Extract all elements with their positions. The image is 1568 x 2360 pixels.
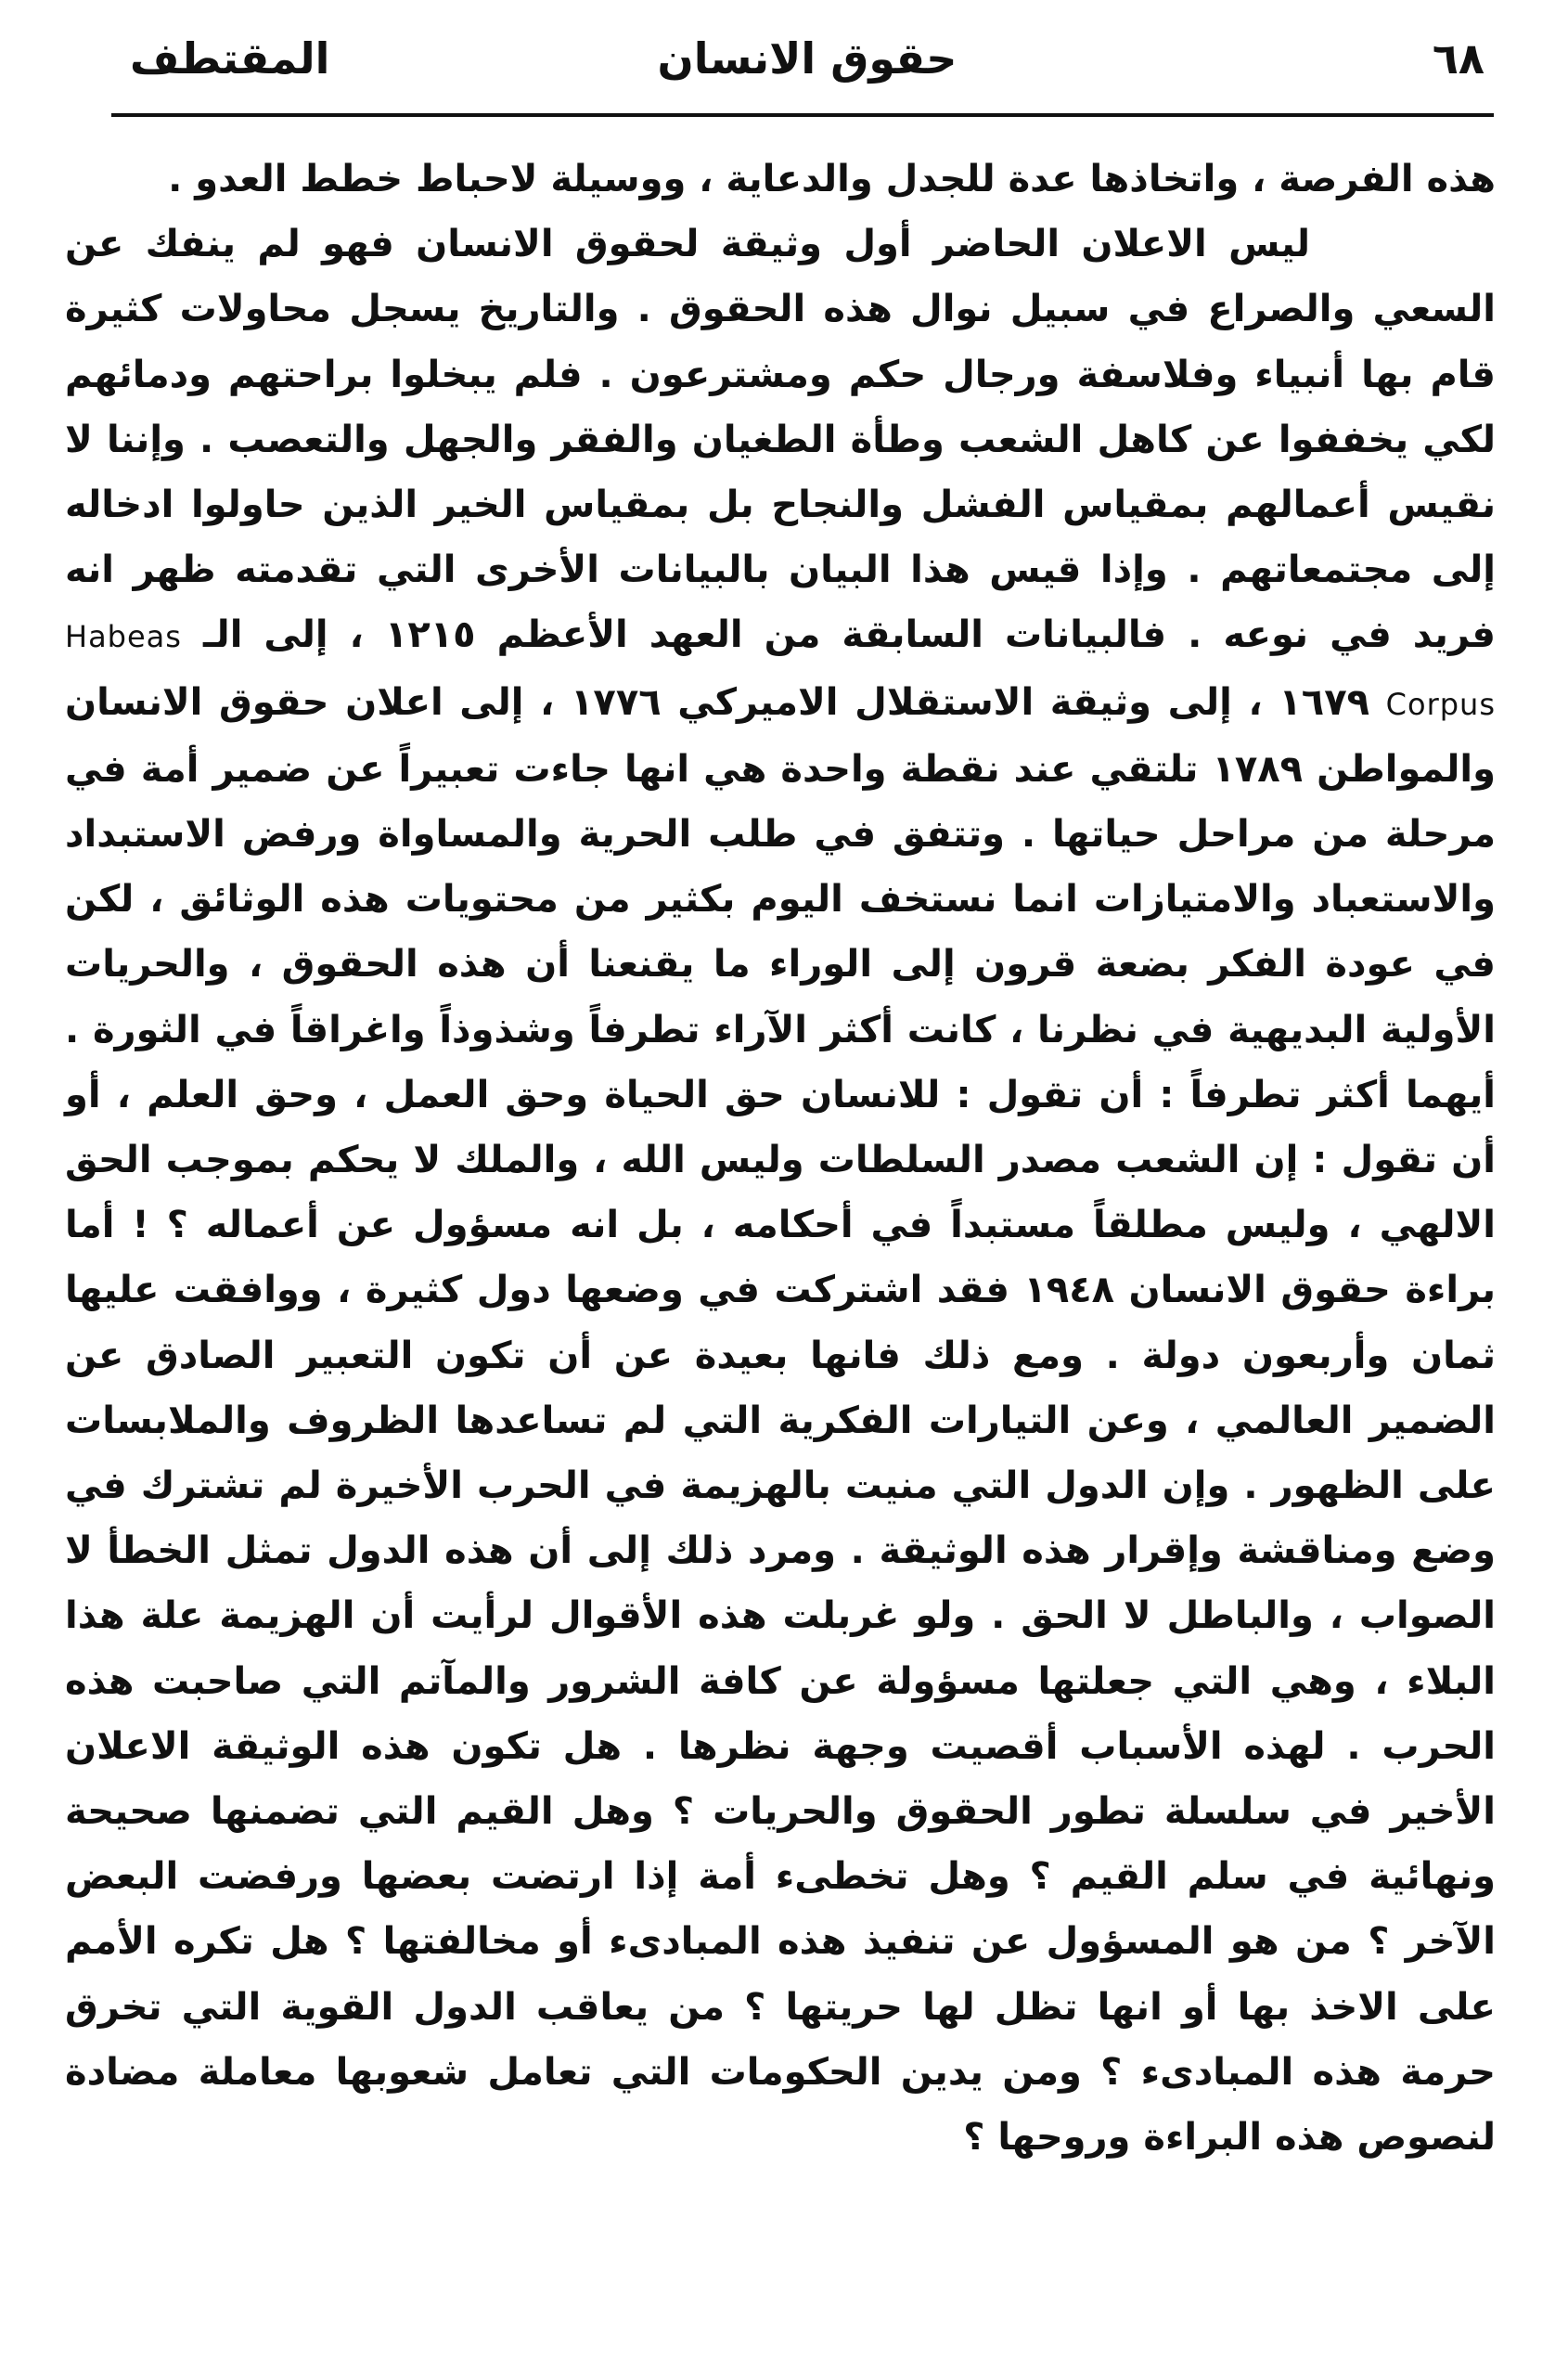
paragraph-main — [65, 212, 1496, 2170]
habeas-corpus-term: Habeas Corpus — [65, 619, 1496, 722]
article-body — [65, 147, 1496, 2170]
page-header — [130, 26, 1484, 91]
running-title: حقوق الانسان — [657, 33, 958, 84]
page-number: ٦٨ — [1432, 33, 1484, 84]
journal-name: المقتطف — [130, 33, 330, 84]
header-rule — [111, 113, 1494, 117]
paragraph-continuation: هذه الفرصة ، واتخاذها عدة للجدل والدعاية ، ووسيلة لاحباط خطط العدو . — [168, 158, 1496, 200]
paragraph-main-text-part2: ١٦٧٩ ، إلى وثيقة الاستقلال الاميركي ١٧٧٦ ، إلى اعلان حقوق الانسان والمواطن ١٧٨٩ تلتقي عند نقطة واحدة هي انها جاءت تعبيراً عن ضمير أمة في مرحلة من مراحل حياتها . وتتفق في طلب الحرية والمساواة ورفض الاستبداد والاستعباد والامتيازات انما نستخف اليوم بكثير من محتويات هذه الوثائق ، لكن في عودة الفكر بضعة قرون إلى الوراء ما يقنعنا أن هذه الحقوق ، والحريات الأولية البديهية في نظرنا ، كانت أكثر الآراء تطرفاً وشذوذاً واغراقاً في الثورة . أيهما أكثر تطرفاً : أن تقول : للانسان حق الحياة وحق العمل ، وحق العلم ، أو أن تقول : إن الشعب مصدر السلطات وليس الله ، والملك لا يحكم بموجب الحق الالهي ، وليس مطلقاً مستبداً في أحكامه ، بل انه مسؤول عن أعماله ؟ ! أما براءة حقوق الانسان ١٩٤٨ فقد اشتركت في وضعها دول كثيرة ، ووافقت عليها ثمان وأربعون دولة . ومع ذلك فانها بعيدة عن أن تكون التعبير الصادق عن الضمير العالمي ، وعن التيارات الفكرية التي لم تساعدها الظروف والملابسات على الظهور . وإن الدول التي منيت بالهزيمة في الحرب الأخيرة لم تشترك في وضع ومناقشة وإقرار هذه الوثيقة . ومرد ذلك إلى أن هذه الدول تمثل الخطأ لا الصواب ، والباطل لا الحق . ولو غربلت هذه الأقوال لرأيت أن الهزيمة علة هذا البلاء ، وهي التي جعلتها مسؤولة عن كافة الشرور والمآتم التي صاحبت هذه الحرب . لهذه الأسباب أقصيت وجهة نظرها . هل تكون هذه الوثيقة الاعلان الأخير في سلسلة تطور الحقوق والحريات ؟ وهل القيم التي تضمنها صحيحة ونهائية في سلم القيم ؟ وهل تخطىء أمة إذا ارتضت بعضها ورفضت البعض الآخر ؟ من هو المسؤول عن تنفيذ هذه المبادىء أو مخالفتها ؟ هل تكره الأمم على الاخذ بها أو انها تظل لها حريتها ؟ من يعاقب الدول القوية التي تخرق حرمة هذه المبادىء ؟ ومن يدين الحكومات التي تعامل شعوبها معاملة مضادة لنصوص هذه البراءة وروحها ؟ — [65, 680, 1497, 2160]
paragraph-main-text-part1: ليس الاعلان الحاضر أول وثيقة لحقوق الانسان فهو لم ينفك عن السعي والصراع في سبيل نوال هذه الحقوق . والتاريخ يسجل محاولات كثيرة قام بها أنبياء وفلاسفة ورجال حكم ومشترعون . فلم يبخلوا براحتهم ودمائهم لكي يخففوا عن كاهل الشعب وطأة الطغيان والفقر والجهل والتعصب . وإننا لا نقيس أعمالهم بمقياس الفشل والنجاح بل بمقياس الخير الذين حاولوا ادخاله إلى مجتمعاتهم . وإذا قيس هذا البيان بالبيانات الأخرى التي تقدمته ظهر انه فريد في نوعه . فالبيانات السابقة من العهد الأعظم ١٢١٥ ، إلى الـ — [65, 223, 1496, 657]
